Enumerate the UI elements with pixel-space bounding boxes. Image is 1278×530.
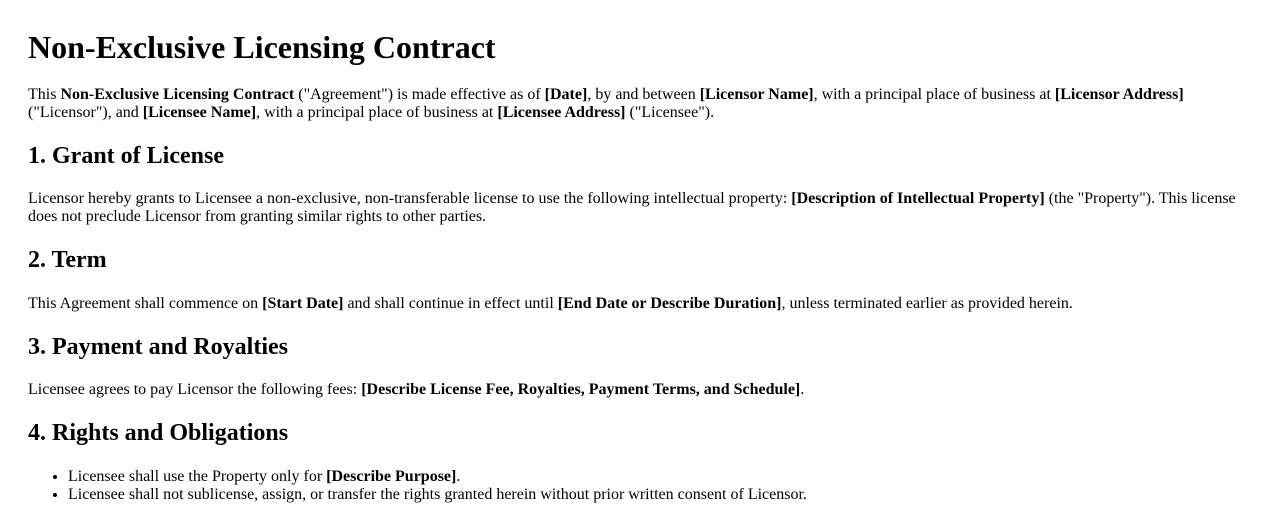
intro-text: ("Licensor"), and bbox=[28, 104, 143, 121]
payment-text: . bbox=[800, 381, 805, 398]
purpose-placeholder: [Describe Purpose] bbox=[326, 468, 457, 485]
section-heading-rights: 4. Rights and Obligations bbox=[28, 420, 289, 446]
term-text: , unless terminated earlier as provided herein. bbox=[781, 295, 1073, 312]
licensee-name-placeholder: [Licensee Name] bbox=[142, 104, 257, 121]
fee-placeholder: [Describe License Fee, Royalties, Payment Terms, and Schedule] bbox=[361, 381, 801, 398]
licensor-address-placeholder: [Licensor Address] bbox=[1054, 86, 1184, 103]
intro-text: ("Licensee"). bbox=[625, 104, 715, 121]
term-text: This Agreement shall commence on bbox=[28, 295, 263, 312]
list-item bbox=[68, 468, 1250, 486]
rights-list bbox=[28, 468, 1250, 504]
section-heading-payment: 3. Payment and Royalties bbox=[28, 334, 288, 360]
agreement-name: Non-Exclusive Licensing Contract bbox=[60, 86, 295, 103]
section-body-term bbox=[28, 295, 1250, 313]
intro-text: , by and between bbox=[587, 86, 700, 103]
licensee-address-placeholder: [Licensee Address] bbox=[497, 104, 626, 121]
payment-text: Licensee agrees to pay Licensor the following fees: bbox=[28, 381, 362, 398]
section-body-grant bbox=[28, 190, 1250, 226]
property-description-placeholder: [Description of Intellectual Property] bbox=[791, 190, 1045, 207]
intro-text: ("Agreement") is made effective as of bbox=[294, 86, 545, 103]
rights-text: Licensee shall not sublicense, assign, or transfer the rights granted herein without prior written consent of Licensor. bbox=[68, 486, 807, 503]
date-placeholder: [Date] bbox=[544, 86, 588, 103]
section-body-payment bbox=[28, 381, 1250, 399]
rights-text: . bbox=[456, 468, 461, 485]
intro-text: , with a principal place of business at bbox=[256, 104, 498, 121]
grant-text: (the "Property"). This license does not preclude Licensor from granting similar rights to other parties. bbox=[28, 190, 1236, 225]
intro-text: This bbox=[28, 86, 61, 103]
term-text: and shall continue in effect until bbox=[343, 295, 558, 312]
document-title: Non-Exclusive Licensing Contract bbox=[28, 29, 496, 65]
grant-text: Licensor hereby grants to Licensee a non-exclusive, non-transferable license to use the following intellectual property: bbox=[28, 190, 792, 207]
end-date-placeholder: [End Date or Describe Duration] bbox=[557, 295, 782, 312]
document bbox=[0, 29, 1278, 504]
intro-paragraph bbox=[28, 86, 1250, 122]
list-item bbox=[68, 486, 1250, 504]
start-date-placeholder: [Start Date] bbox=[262, 295, 344, 312]
section-heading-grant: 1. Grant of License bbox=[28, 143, 224, 169]
licensor-name-placeholder: [Licensor Name] bbox=[699, 86, 814, 103]
section-heading-term: 2. Term bbox=[28, 247, 107, 273]
rights-text: Licensee shall use the Property only for bbox=[68, 468, 327, 485]
intro-text: , with a principal place of business at bbox=[813, 86, 1055, 103]
